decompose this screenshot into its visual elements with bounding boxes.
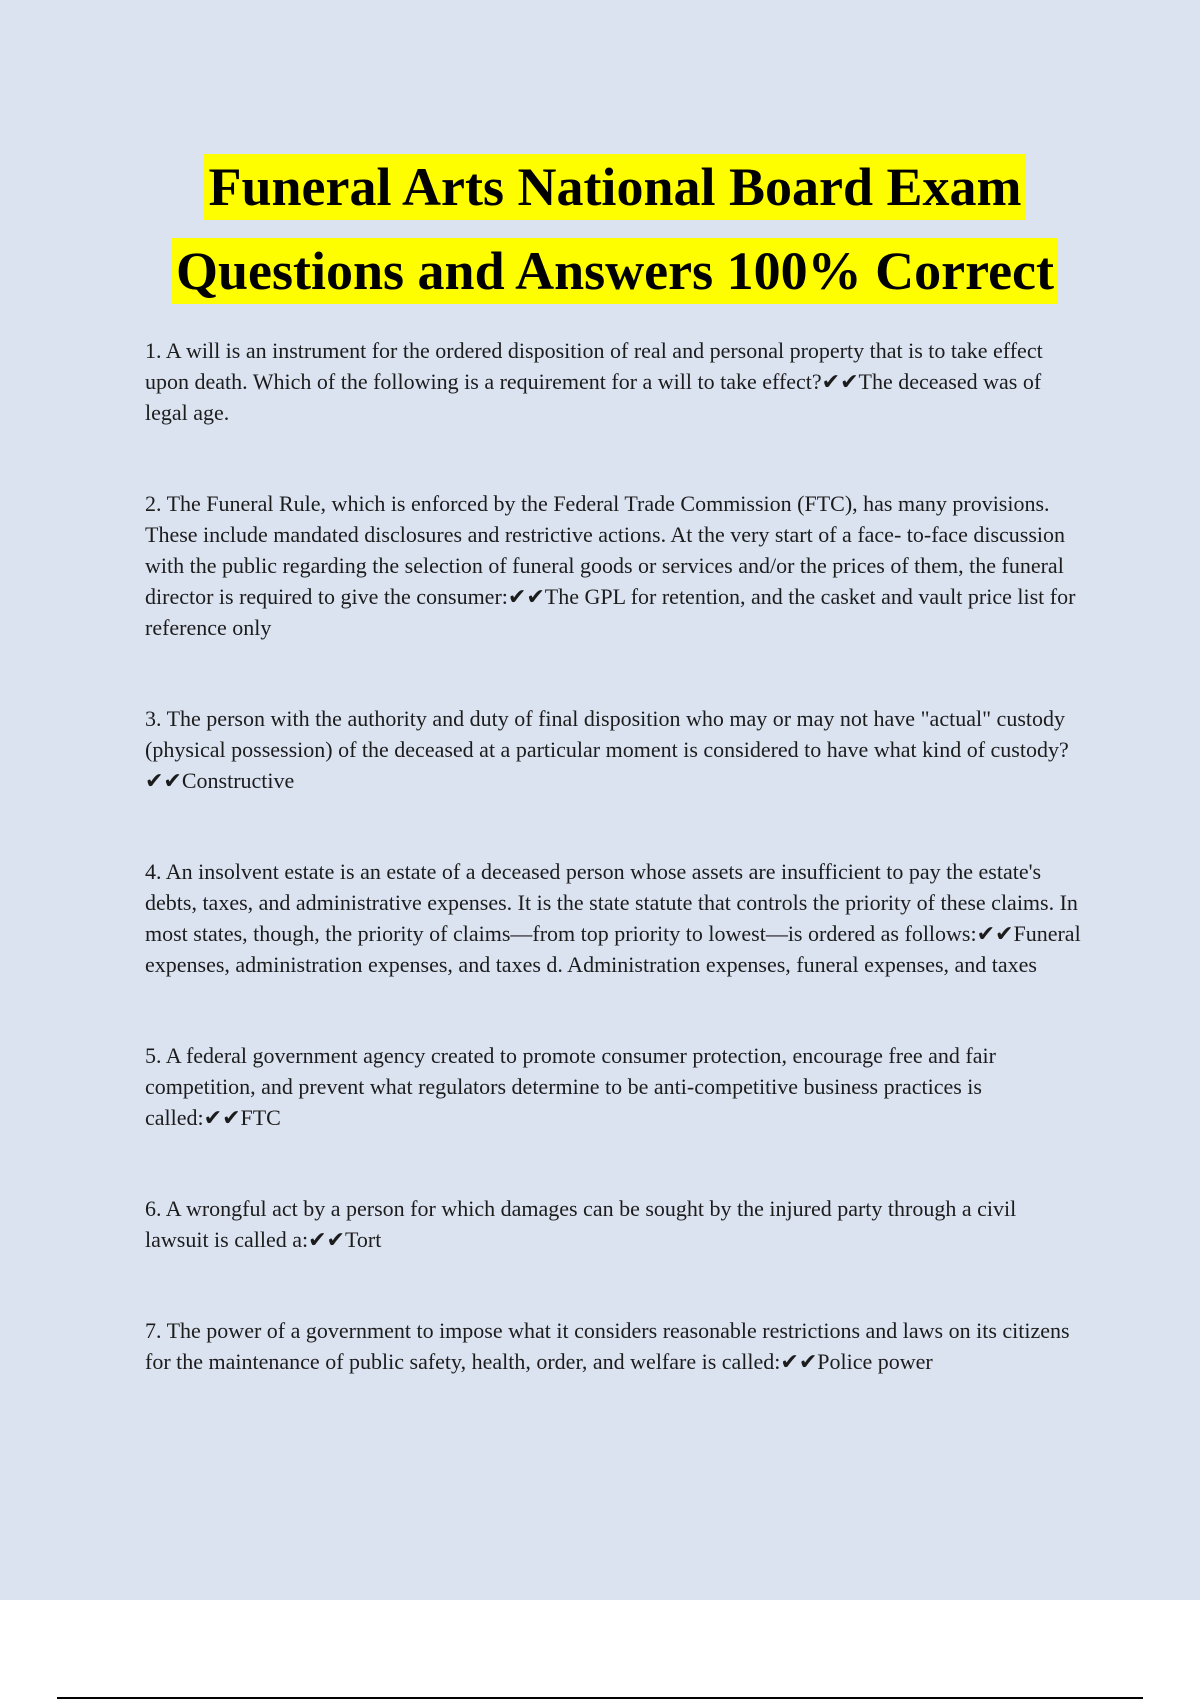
document-title [135,145,1095,313]
title-line-1: Funeral Arts National Board Exam [204,154,1025,220]
question-list [145,335,1085,1377]
question-item-5: 5. A federal government agency created to promote consumer protection, encourage free and fair competition, and prevent what regulators determine to be anti-competitive business practices is called:✔✔FTC [145,1043,996,1130]
document-content [145,145,1085,1437]
question-item-3: 3. The person with the authority and duty of final disposition who may or may not have "actual" custody (physical possession) of the deceased at a particular moment is considered to have what kind of custody?✔✔Constructive [145,706,1069,793]
question-item-6: 6. A wrongful act by a person for which damages can be sought by the injured party through a civil lawsuit is called a:✔✔Tort [145,1196,1017,1252]
title-line-2: Questions and Answers 100% Correct [172,238,1058,304]
question-item-2: 2. The Funeral Rule, which is enforced by the Federal Trade Commission (FTC), has many provisions. These include mandated disclosures and restrictive actions. At the very start of a face- to-face discussion with the public regarding the selection of funeral goods or services and/or the prices of them, the funeral director is required to give the consumer:✔✔The GPL for retention, and the casket and vault price list for reference only [145,491,1076,640]
question-item-4: 4. An insolvent estate is an estate of a deceased person whose assets are insufficient to pay the estate's debts, taxes, and administrative expenses. It is the state statute that controls the priority of these claims. In most states, though, the priority of claims—from top priority to lowest—is ordered as follows:✔✔Funeral expenses, administration expenses, and taxes d. Administration expenses, funeral expenses, and taxes [145,859,1081,977]
footer-divider [57,1697,1143,1699]
question-item-1: 1. A will is an instrument for the ordered disposition of real and personal property that is to take effect upon death. Which of the following is a requirement for a will to take effect?✔✔The deceased was of legal age. [145,338,1043,425]
question-item-7: 7. The power of a government to impose what it considers reasonable restrictions and laws on its citizens for the maintenance of public safety, health, order, and welfare is called:✔✔Police power [145,1318,1070,1374]
